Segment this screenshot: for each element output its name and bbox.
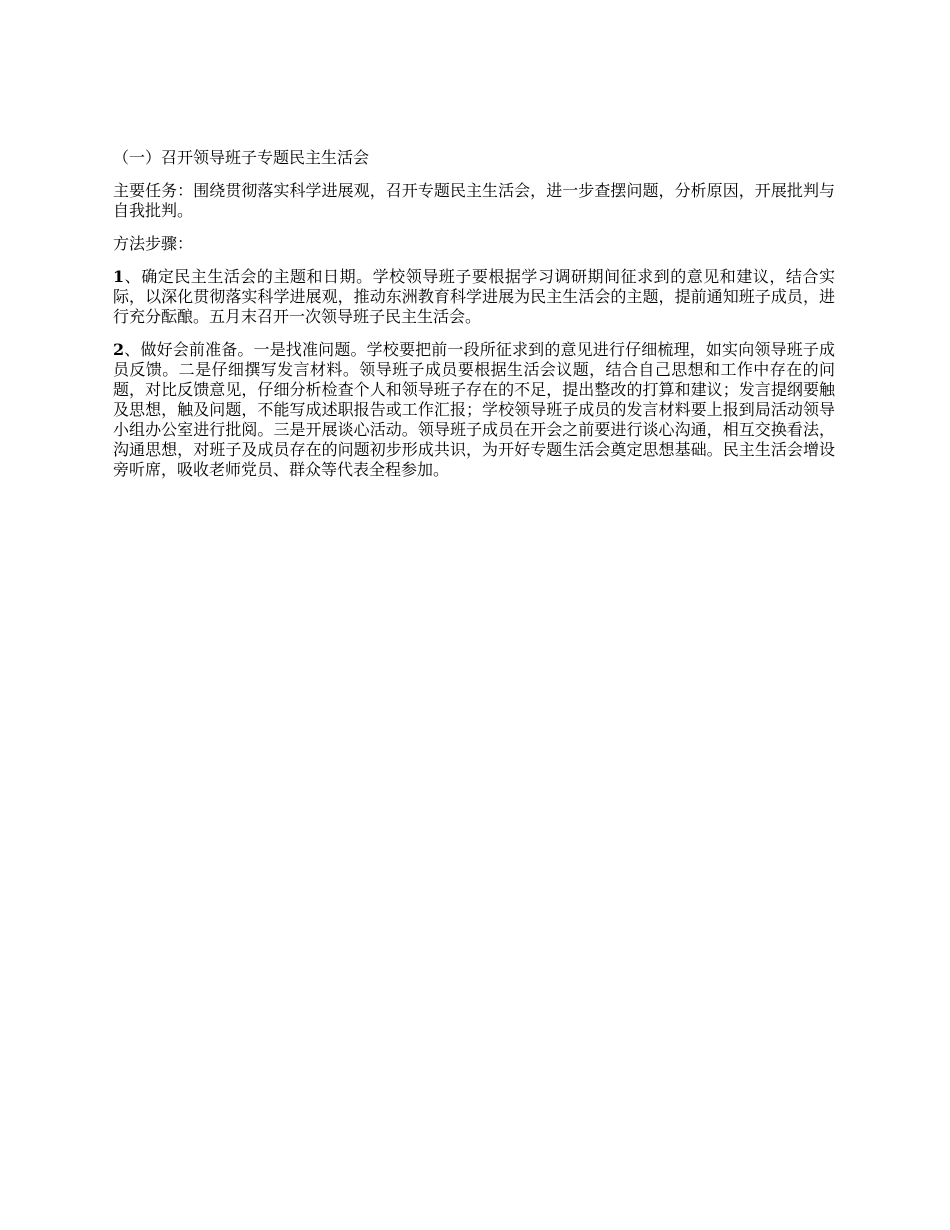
step-paragraph-1 — [113, 267, 835, 327]
section-heading: （一）召开领导班子专题民主生活会 — [113, 148, 370, 167]
step-text: 、确定民主生活会的主题和日期。学校领导班子要根据学习调研期间征求到的意见和建议，结合实际，以深化贯彻落实科学进展观，推动东洲教育科学进展为民主生活会的主题，提前通知班子成员，进行充分酝酿。五月末召开一次领导班子民主生活会。 — [113, 267, 835, 326]
step-number: 1 — [113, 267, 125, 286]
document-page — [113, 148, 835, 493]
method-title: 方法步骤： — [113, 234, 194, 253]
step-number: 2 — [113, 340, 125, 359]
step-text: 、做好会前准备。一是找准问题。学校要把前一段所征求到的意见进行仔细梳理，如实向领导班子成员反馈。二是仔细撰写发言材料。领导班子成员要根据生活会议题，结合自己思想和工作中存在的问题，对比反馈意见，仔细分析检查个人和领导班子存在的不足，提出整改的打算和建议；发言提纲要触及思想，触及问题，不能写成述职报告或工作汇报；学校领导班子成员的发言材料要上报到局活动领导小组办公室进行批阅。三是开展谈心活动。领导班子成员在开会之前要进行谈心沟通，相互交换看法，沟通思想，对班子及成员存在的问题初步形成共识，为开好专题生活会奠定思想基础。民主生活会增设旁听席，吸收老师党员、群众等代表全程参加。 — [113, 340, 835, 479]
main-task-paragraph: 主要任务：围绕贯彻落实科学进展观，召开专题民主生活会，进一步查摆问题，分析原因，开展批判与自我批判。 — [113, 181, 835, 220]
step-paragraph-2 — [113, 340, 835, 480]
